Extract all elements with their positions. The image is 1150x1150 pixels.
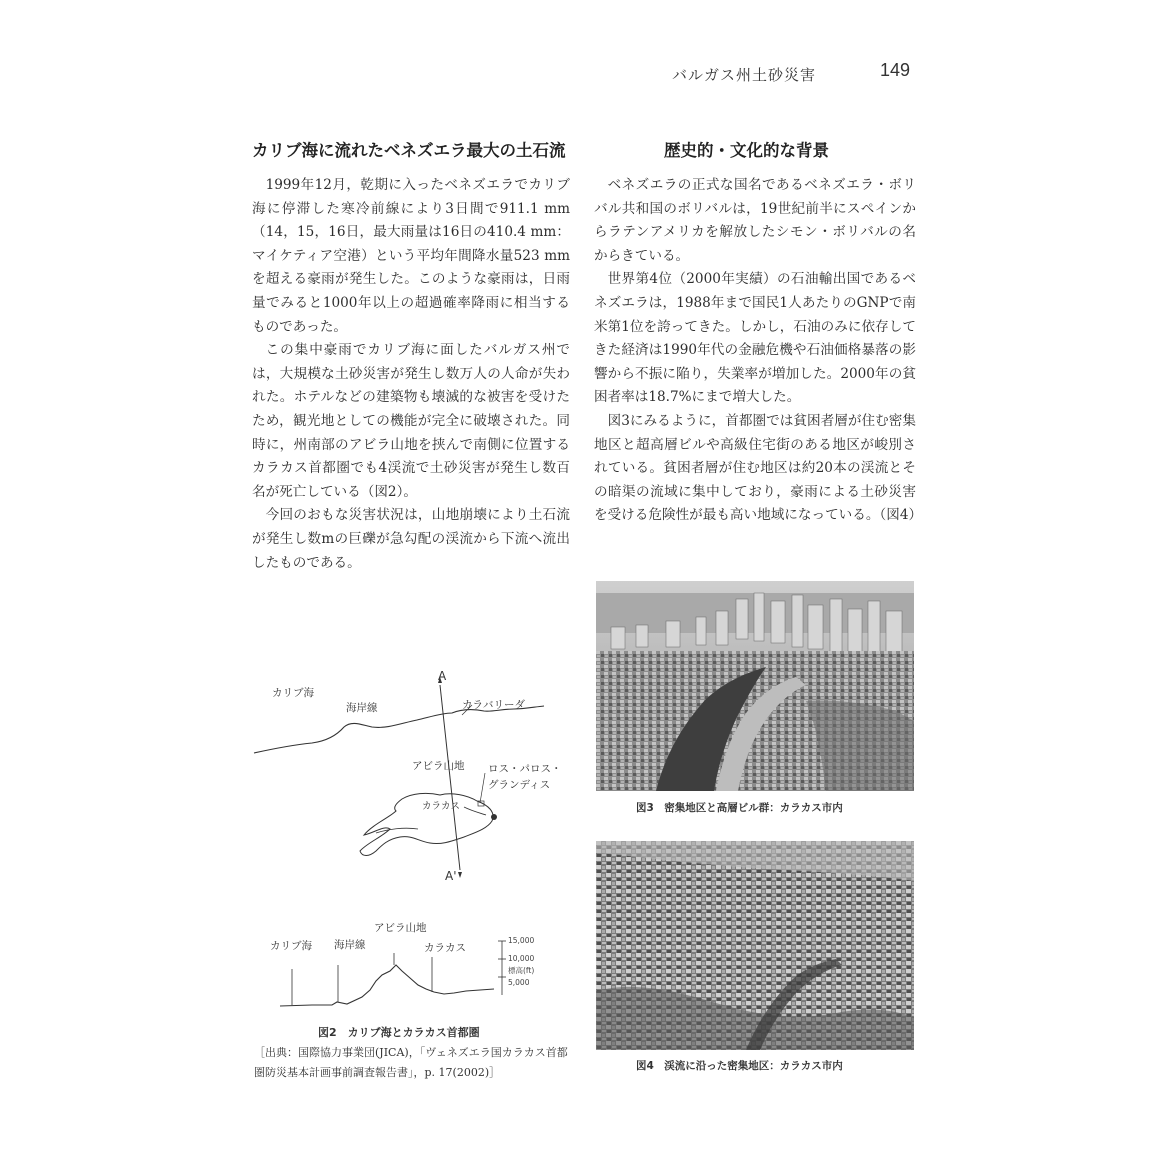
paragraph: 世界第4位（2000年実績）の石油輸出国であるベネズエラは，1988年まで国民1人あたりのGNPで南米第1位を誇ってきた。しかし，石油のみに依存してきた経済は1990年代の金融危機や石油価格暴落の影響から不振に陥り，失業率が増加した。2000年の貧困者率は18.7%にまで増大した。 (594, 271, 916, 406)
figure-3-photo (596, 581, 914, 791)
figure-4-photo (596, 841, 914, 1050)
paragraph: ベネズエラの正式な国名であるベネズエラ・ボリバル共和国のボリバルは，19世紀前半にスペインからラテンアメリカを解放したシモン・ボリバルの名からきている。 (594, 177, 916, 264)
figure-2-map (252, 665, 572, 1025)
figure-4-caption: 図4 渓流に沿った密集地区：カラカス市内 (636, 1060, 843, 1072)
left-column-text (252, 174, 570, 575)
elevation-tick: 15,000 (508, 936, 535, 945)
aerial-photo-high-rise (596, 581, 914, 791)
right-column-text (594, 174, 923, 528)
paragraph: 図3にみるように，首都圏では貧困者層が住む密集地区と超高層ビルや高級住宅街のある地区が峻別されている。貧困者層が住む地区は約20本の渓流とその暗渠の流域に集中しており，豪雨による土砂災害を受ける危険性が最も高い地域になっている。（図4） (594, 412, 923, 524)
elevation-tick: 5,000 (508, 978, 530, 987)
paragraph: 今回のおもな災害状況は，山地崩壊により土石流が発生し数mの巨礫が急勾配の渓流から下流へ流出したものである。 (252, 507, 570, 571)
profile-label-coastline: 海岸線 (334, 939, 366, 951)
figure-2-caption: 図2 カリブ海とカラカス首都圏 (318, 1026, 480, 1039)
section-heading-debris-flow: カリブ海に流れたベネズエラ最大の土石流 (252, 141, 566, 160)
map-label-section-a: A (438, 669, 447, 683)
profile-label-caracas: カラカス (424, 942, 466, 954)
map-label-coastline: 海岸線 (346, 702, 378, 714)
map-label-caraballeda: カラバリーダ (462, 699, 525, 711)
map-label-caracas: カラカス (422, 801, 461, 812)
profile-label-caribbean: カリブ海 (270, 940, 312, 952)
section-heading-background: 歴史的・文化的な背景 (664, 141, 829, 160)
figure-2-source: ［出典：国際協力事業団(JICA)，「ヴェネズエラ国カラカス首都圏防災基本計画事前調査報告書」，p. 17(2002)］ (254, 1046, 568, 1079)
elevation-axis-label: 標高(ft) (508, 966, 535, 975)
elevation-tick: 10,000 (508, 954, 535, 963)
paragraph: 1999年12月，乾期に入ったベネズエラでカリブ海に停滞した寒冷前線により3日間で911.1 mm（14，15，16日，最大雨量は16日の410.4 mm：マイケティア空港）という平均年間降水量523 mmを超える豪雨が発生した。このような豪雨は，日雨量でみると1000年以上の超過確率降雨に相当するものであった。 (252, 177, 570, 335)
figure-3-caption: 図3 密集地区と高層ビル群：カラカス市内 (636, 802, 843, 814)
profile-label-avila: アビラ山地 (374, 922, 427, 934)
aerial-photo-dense-district (596, 841, 914, 1050)
map-label-los-palos: ロス・パロス・ グランディス (488, 763, 562, 791)
running-title: バルガス州土砂災害 (672, 66, 817, 84)
page-number: 149 (880, 60, 911, 80)
map-label-avila: アビラ山地 (412, 760, 465, 772)
map-label-section-a-prime: A' (445, 869, 457, 883)
paragraph: この集中豪雨でカリブ海に面したバルガス州では，大規模な土砂災害が発生し数万人の人命が失われた。ホテルなどの建築物も壊滅的な被害を受けたため，観光地としての機能が完全に破壊された。同時に，州南部のアビラ山地を挟んで南側に位置するカラカス首都圏でも4渓流で土砂災害が発生し数百名が死亡している（図2）。 (252, 342, 570, 500)
map-label-caribbean: カリブ海 (272, 687, 314, 699)
